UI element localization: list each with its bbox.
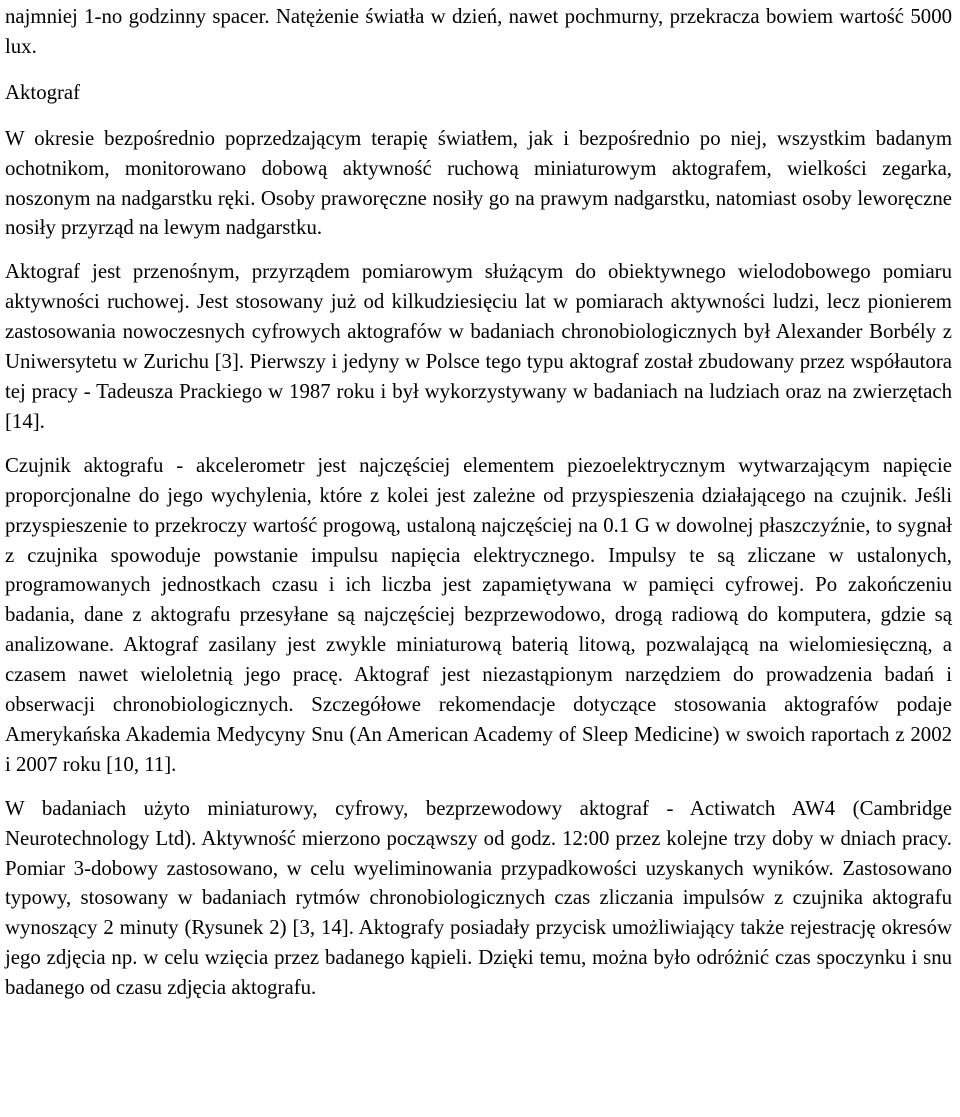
paragraph-gap: [5, 780, 952, 794]
paragraph-2: Aktograf jest przenośnym, przyrządem pomiarowym służącym do obiektywnego wielodobowego pomiaru aktywności ruchowej. Jest stosowany już od kilkudziesięciu lat w pomiarach aktywności ludzi, lecz pionierem zastosowania nowoczesnych cyfrowych aktografów w badaniach chronobiologicznych był Alexander Borbély z Uniwersytetu w Zurichu [3]. Pierwszy i jedyny w Polsce tego typu aktograf został zbudowany przez współautora tej pracy - Tadeusza Prackiego w 1987 roku i był wykorzystywany w badaniach na ludziach oraz na zwierzętach [14].: [5, 260, 952, 433]
intro-paragraph: najmniej 1-no godzinny spacer. Natężenie światła w dzień, nawet pochmurny, przekracza bowiem wartość 5000 lux.: [5, 5, 952, 58]
paragraph-1: W okresie bezpośrednio poprzedzającym terapię światłem, jak i bezpośrednio po niej, wszystkim badanym ochotnikom, monitorowano dobową aktywność ruchową miniaturowym aktografem, wielkości zegarka, noszonym na nadgarstku ręki. Osoby praworęczne nosiły go na prawym nadgarstku, natomiast osoby leworęczne nosiły przyrząd na lewym nadgarstku.: [5, 126, 952, 240]
section-heading-aktograf: Aktograf: [5, 80, 81, 104]
paragraph-gap: [5, 437, 952, 451]
paragraph-4: W badaniach użyto miniaturowy, cyfrowy, bezprzewodowy aktograf - Actiwatch AW4 (Cambridge Neurotechnology Ltd). Aktywność mierzono począwszy od godz. 12:00 przez kolejne trzy doby w dniach pracy. Pomiar 3-dobowy zastosowano, w celu wyeliminowania przypadkowości uzyskanych wyników. Zastosowano typowy, stosowany w badaniach rytmów chronobiologicznych czas zliczania impulsów z czujnika aktografu wynoszący 2 minuty (Rysunek 2) [3, 14]. Aktografy posiadały przycisk umożliwiający także rejestrację okresów jego zdjęcia np. w celu wzięcia przez badanego kąpieli. Dzięki temu, można było odróżnić czas spoczynku i snu badanego od czasu zdjęcia aktografu.: [5, 796, 952, 1000]
paragraph-3: Czujnik aktografu - akcelerometr jest najczęściej elementem piezoelektrycznym wytwarzającym napięcie proporcjonalne do jego wychylenia, które z kolei jest zależne od przyspieszenia działającego na czujnik. Jeśli przyspieszenie to przekroczy wartość progową, ustaloną najczęściej na 0.1 G w dowolnej płaszczyźnie, to sygnał z czujnika spowoduje powstanie impulsu napięcia elektrycznego. Impulsy te są zliczane w ustalonych, programowanych jednostkach czasu i ich liczba jest zapamiętywana w pamięci cyfrowej. Po zakończeniu badania, dane z aktografu przesyłane są najczęściej bezprzewodowo, drogą radiową do komputera, gdzie są analizowane. Aktograf zasilany jest zwykle miniaturową baterią litową, pozwalającą na wielomiesięczną, a czasem nawet wieloletnią jego pracę. Aktograf jest niezastąpionym narzędziem do prowadzenia badań i obserwacji chronobiologicznych. Szczegółowe rekomendacje dotyczące stosowania aktografów podaje Amerykańska Akademia Medycyny Snu (An American Academy of Sleep Medicine) w swoich raportach z 2002 i 2007 roku [10, 11].: [5, 453, 952, 776]
paragraph-gap: [5, 243, 952, 257]
